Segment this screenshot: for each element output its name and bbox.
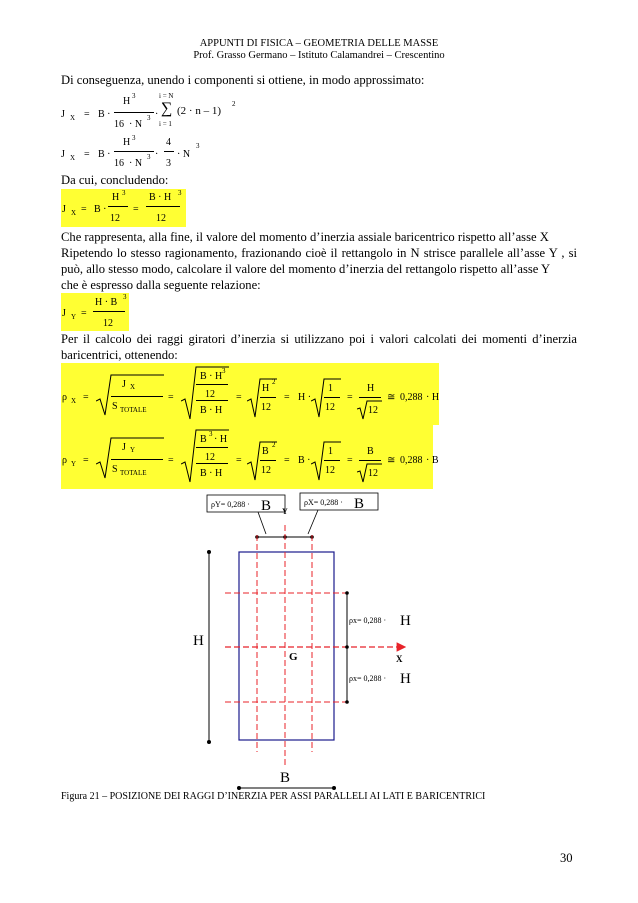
- paragraph-2: Da cui, concludendo:: [61, 173, 169, 187]
- num-h: H: [123, 96, 131, 107]
- num-h: H: [123, 137, 131, 148]
- den-s: S: [112, 401, 118, 412]
- num-b: B: [200, 434, 207, 445]
- paragraph-4-line1: Ripetendo lo stesso ragionamento, frazionando cioè il rettangolo in N strisce parallele all’asse Y , si: [61, 246, 577, 260]
- label-rho-x-top: ρX= 0,288 ·: [304, 498, 343, 507]
- label-big-b: B: [261, 498, 272, 514]
- paren-term: (2 · n – 1): [177, 105, 221, 117]
- sup-3: 3: [132, 92, 136, 100]
- h-dot: H ·: [298, 392, 312, 403]
- num-h: H: [367, 383, 375, 394]
- sym-b-dot: B ·: [98, 149, 111, 160]
- sym-approx: ≅: [387, 392, 396, 403]
- b-dot: B ·: [298, 455, 311, 466]
- sub-x: X: [70, 154, 76, 162]
- den-12: 12: [368, 468, 378, 479]
- sym-eq: =: [236, 392, 242, 403]
- label-big-h: H: [400, 613, 411, 629]
- sum-top: i = N: [159, 92, 174, 100]
- sup-3: 3: [178, 189, 182, 197]
- den-n: · N: [129, 158, 143, 169]
- sym-dot: ·: [155, 109, 159, 120]
- sub-x: X: [71, 397, 77, 405]
- sup-3: 3: [147, 114, 151, 122]
- h-factor: · H: [426, 392, 440, 403]
- paragraph-5-line1: Per il calcolo dei raggi giratori d’inerzia si utilizzano poi i valori calcolati dei momenti d’inerzia: [61, 332, 577, 346]
- sym-j: J: [61, 109, 65, 120]
- den-12: 12: [325, 402, 335, 413]
- header-subtitle: Prof. Grasso Germano – Istituto Calamandrei – Crescentino: [193, 50, 445, 61]
- sup-2: 2: [272, 441, 276, 449]
- sym-eq: =: [347, 455, 353, 466]
- centroid-label: G: [289, 651, 298, 663]
- num-b: B: [367, 446, 374, 457]
- sym-eq: =: [84, 149, 90, 160]
- formula-jx-simplified: [61, 134, 211, 172]
- den-n: · N: [129, 119, 143, 130]
- paragraph-4-line2: può, allo stesso modo, calcolare il valore del momento d’inerzia del rettangolo rispetto all’asse Y: [61, 262, 551, 276]
- sym-approx: ≅: [387, 455, 396, 466]
- formula-rho-y: [61, 425, 439, 489]
- sup-2: 2: [232, 100, 236, 108]
- sup-3: 3: [132, 134, 136, 142]
- sup-2: 2: [272, 378, 276, 386]
- num-j: J: [122, 379, 126, 390]
- sigma-sign: ∑: [161, 100, 173, 117]
- den-12: 12: [325, 465, 335, 476]
- sym-eq: =: [83, 392, 89, 403]
- header-title: APPUNTI DI FISICA – GEOMETRIA DELLE MASSE: [199, 38, 439, 49]
- sub-y: Y: [130, 446, 136, 454]
- sym-eq: =: [83, 455, 89, 466]
- axis-y-label: Y: [282, 507, 288, 516]
- sym-eq: =: [84, 109, 90, 120]
- num-h: H: [112, 192, 120, 203]
- sub-y: Y: [71, 460, 77, 468]
- sym-eq: =: [81, 308, 87, 319]
- label-rho-x-upper: ρx= 0,288 ·: [349, 616, 387, 625]
- den-3: 3: [166, 158, 171, 169]
- sym-j: J: [62, 308, 66, 319]
- den-bh: B · H: [200, 468, 223, 479]
- sym-eq: =: [133, 204, 139, 215]
- label-big-b: B: [354, 496, 365, 512]
- sup-3: 3: [222, 367, 226, 375]
- sum-bottom: i = 1: [159, 120, 172, 128]
- den-12: 12: [103, 318, 113, 329]
- mid-12: 12: [205, 452, 215, 463]
- formula-jx-sum: [61, 92, 241, 134]
- sym-rho: ρ: [62, 392, 67, 403]
- sym-rho: ρ: [62, 455, 67, 466]
- sub-totale: TOTALE: [120, 406, 147, 414]
- sym-eq: =: [347, 392, 353, 403]
- sup-3: 3: [147, 153, 151, 161]
- num-bh: B · H: [200, 371, 223, 382]
- sym-j: J: [61, 149, 65, 160]
- sub-totale: TOTALE: [120, 469, 147, 477]
- den-12: 12: [368, 405, 378, 416]
- figure-caption: Figura 21 – POSIZIONE DEI RAGGI D’INERZIA PER ASSI PARALLELI AI LATI E BARICENTRICI: [61, 791, 486, 802]
- sym-eq: =: [236, 455, 242, 466]
- coef: 0,288: [400, 455, 423, 466]
- formula-rho-x: [61, 363, 439, 425]
- sym-dot: ·: [155, 149, 159, 160]
- label-rho-x-lower: ρx= 0,288 ·: [349, 674, 387, 683]
- sub-x: X: [130, 383, 136, 391]
- den-bh: B · H: [200, 405, 223, 416]
- den-16: 16: [114, 158, 124, 169]
- n-cube: · N: [177, 149, 191, 160]
- section-rectangle: [239, 552, 334, 740]
- num-b: B: [262, 446, 269, 457]
- sub-y: Y: [71, 313, 77, 321]
- paragraph-5-line2: baricentrici, ottenendo:: [61, 348, 178, 362]
- sym-eq: =: [168, 455, 174, 466]
- sym-b-dot: B ·: [94, 204, 107, 215]
- num-bh: B · H: [149, 192, 172, 203]
- den-12: 12: [156, 213, 166, 224]
- sym-eq: =: [168, 392, 174, 403]
- figure-radii-of-gyration: [0, 490, 638, 800]
- sup-3: 3: [196, 142, 200, 150]
- paragraph-1: Di conseguenza, unendo i componenti si ottiene, in modo approssimato:: [61, 73, 425, 87]
- sub-x: X: [70, 114, 76, 122]
- b-factor: · B: [426, 455, 439, 466]
- sup-3: 3: [209, 430, 213, 438]
- sym-b-dot: B ·: [98, 109, 111, 120]
- num-hb: H · B: [95, 297, 118, 308]
- coef: 0,288: [400, 392, 423, 403]
- dimension-b: B: [280, 770, 291, 786]
- sym-eq: =: [284, 392, 290, 403]
- den-12: 12: [110, 213, 120, 224]
- formula-jx-final: [61, 189, 186, 227]
- num-1: 1: [328, 383, 333, 394]
- den-12: 12: [261, 402, 271, 413]
- mid-12: 12: [205, 389, 215, 400]
- label-big-h: H: [400, 671, 411, 687]
- num-j: J: [122, 442, 126, 453]
- sym-j: J: [62, 204, 66, 215]
- axis-x-label: X: [396, 654, 403, 664]
- page-number: 30: [560, 851, 573, 865]
- num-h: H: [262, 383, 270, 394]
- sym-eq: =: [81, 204, 87, 215]
- label-rho-y: ρY= 0,288 ·: [211, 500, 250, 509]
- sub-x: X: [71, 209, 77, 217]
- den-s: S: [112, 464, 118, 475]
- num-4: 4: [166, 137, 171, 148]
- dimension-h: H: [193, 633, 204, 649]
- sup-3: 3: [123, 293, 127, 301]
- num-h: · H: [214, 434, 228, 445]
- den-12: 12: [261, 465, 271, 476]
- sup-3: 3: [122, 189, 126, 197]
- num-1: 1: [328, 446, 333, 457]
- den-16: 16: [114, 119, 124, 130]
- paragraph-3: Che rappresenta, alla fine, il valore del momento d’inerzia assiale baricentrico rispetto all’asse X: [61, 230, 549, 244]
- sym-eq: =: [284, 455, 290, 466]
- paragraph-4-line3: che è espresso dalla seguente relazione:: [61, 278, 261, 292]
- formula-jy: [61, 293, 129, 331]
